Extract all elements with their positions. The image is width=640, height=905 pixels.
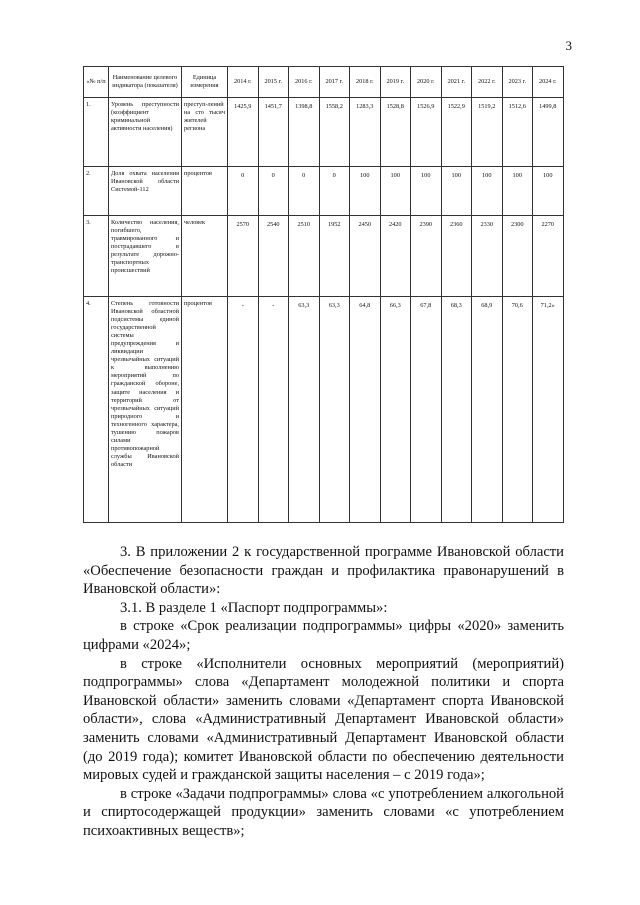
header-number: «№ п/п [84, 67, 109, 98]
header-year: 2022 г. [472, 67, 503, 98]
row-number: 1. [84, 98, 109, 167]
table-header-row [84, 67, 564, 98]
indicator-value: 64,8 [350, 297, 381, 523]
indicator-value: 1398,8 [289, 98, 320, 167]
indicator-value: 66,3 [380, 297, 411, 523]
table-row [84, 297, 564, 523]
paragraph: в строке «Исполнители основных мероприятий (мероприятий) подпрограммы» слова «Департамент молодежной политики и спорта Ивановской области» заменить словами «Департамент спорта Ивановской области», слова «Административный Департамент Ивановской области» заменить словами «Административный Департамент Ивановской области (до 2019 года); комитет Ивановской области по обеспечению деятельности мировых судей и гражданской защиты населения – с 2019 года»; [83, 655, 564, 784]
indicator-value: 71,2» [533, 297, 564, 523]
header-year: 2017 г. [319, 67, 350, 98]
header-year: 2018 г. [350, 67, 381, 98]
indicator-value: 2300 [502, 216, 533, 297]
indicator-value: 100 [472, 167, 503, 216]
header-year: 2015 г. [258, 67, 289, 98]
indicator-unit: процентов [182, 167, 228, 216]
indicator-value: 1558,2 [319, 98, 350, 167]
indicator-unit: преступ-лений на сто тысяч жителей региона [182, 98, 228, 167]
indicator-value: 1499,8 [533, 98, 564, 167]
indicator-value: 67,8 [411, 297, 442, 523]
indicator-value: 0 [228, 167, 259, 216]
indicator-value: 2450 [350, 216, 381, 297]
indicator-value: 1425,9 [228, 98, 259, 167]
header-year: 2021 г. [441, 67, 472, 98]
indicator-value: 2420 [380, 216, 411, 297]
indicator-value: 2390 [411, 216, 442, 297]
indicator-value: 2540 [258, 216, 289, 297]
table-row [84, 98, 564, 167]
indicator-value: 1528,8 [380, 98, 411, 167]
indicator-value: 100 [380, 167, 411, 216]
indicator-value: 2360 [441, 216, 472, 297]
header-year: 2014 г. [228, 67, 259, 98]
paragraph: в строке «Срок реализации подпрограммы» цифры «2020» заменить цифрами «2024»; [83, 618, 564, 653]
indicator-value: 1512,6 [502, 98, 533, 167]
indicator-value: 63,3 [319, 297, 350, 523]
indicator-value: 70,6 [502, 297, 533, 523]
indicator-name: Доля охвата населения Ивановской области Системой-112 [109, 167, 182, 216]
row-number: 3. [84, 216, 109, 297]
indicator-value: 1522,9 [441, 98, 472, 167]
indicator-value: 1526,9 [411, 98, 442, 167]
header-indicator-name: Наименование целевого индикатора (показателя) [109, 67, 182, 98]
indicator-value: 68,9 [472, 297, 503, 523]
paragraph: 3. В приложении 2 к государственной программе Ивановской области «Обеспечение безопасности граждан и профилактика правонарушений в Ивановской области»: [83, 544, 564, 598]
indicator-value: - [228, 297, 259, 523]
indicator-value: 1283,3 [350, 98, 381, 167]
indicator-value: 2270 [533, 216, 564, 297]
indicator-value: 100 [350, 167, 381, 216]
indicator-value: 0 [319, 167, 350, 216]
indicator-value: - [258, 297, 289, 523]
indicator-value: 68,3 [441, 297, 472, 523]
indicator-value: 0 [258, 167, 289, 216]
indicators-table [83, 66, 564, 523]
page-number: 3 [565, 38, 572, 53]
indicator-name: Степень готовности Ивановской областной подсистемы единой государственной системы предупреждения и ликвидации чрезвычайных ситуаций к выполнению мероприятий по гражданской обороне, защите населения и территорий от чрезвычайных ситуаций природного и техногенного характера, тушению пожаров силами противопожарной службы Ивановской области [109, 297, 182, 523]
amendment-text [83, 543, 564, 841]
indicator-value: 2570 [228, 216, 259, 297]
header-year: 2024 г. [533, 67, 564, 98]
table-row [84, 216, 564, 297]
indicator-value: 1952 [319, 216, 350, 297]
indicator-value: 1519,2 [472, 98, 503, 167]
header-year: 2019 г. [380, 67, 411, 98]
table-row [84, 167, 564, 216]
indicator-unit: процентов [182, 297, 228, 523]
indicator-value: 100 [502, 167, 533, 216]
indicator-value: 100 [533, 167, 564, 216]
row-number: 4. [84, 297, 109, 523]
paragraph: в строке «Задачи подпрограммы» слова «с употреблением алкогольной и спиртосодержащей продукции» заменить словами «с употреблением психоактивных веществ»; [83, 785, 564, 839]
indicator-value: 2330 [472, 216, 503, 297]
header-year: 2016 г. [289, 67, 320, 98]
header-year: 2020 г. [411, 67, 442, 98]
header-year: 2023 г. [502, 67, 533, 98]
row-number: 2. [84, 167, 109, 216]
indicator-name: Количество населения, погибшего, травмированного и пострадавшего в результате дорожно-транспортных происшествий [109, 216, 182, 297]
indicator-value: 63,3 [289, 297, 320, 523]
indicator-value: 1451,7 [258, 98, 289, 167]
header-unit: Единица измерения [182, 67, 228, 98]
indicator-value: 2510 [289, 216, 320, 297]
indicator-value: 0 [289, 167, 320, 216]
indicator-value: 100 [441, 167, 472, 216]
paragraph: 3.1. В разделе 1 «Паспорт подпрограммы»: [120, 599, 388, 616]
indicator-name: Уровень преступности (коэффициент криминальной активности населения) [109, 98, 182, 167]
indicator-unit: человек [182, 216, 228, 297]
indicator-value: 100 [411, 167, 442, 216]
